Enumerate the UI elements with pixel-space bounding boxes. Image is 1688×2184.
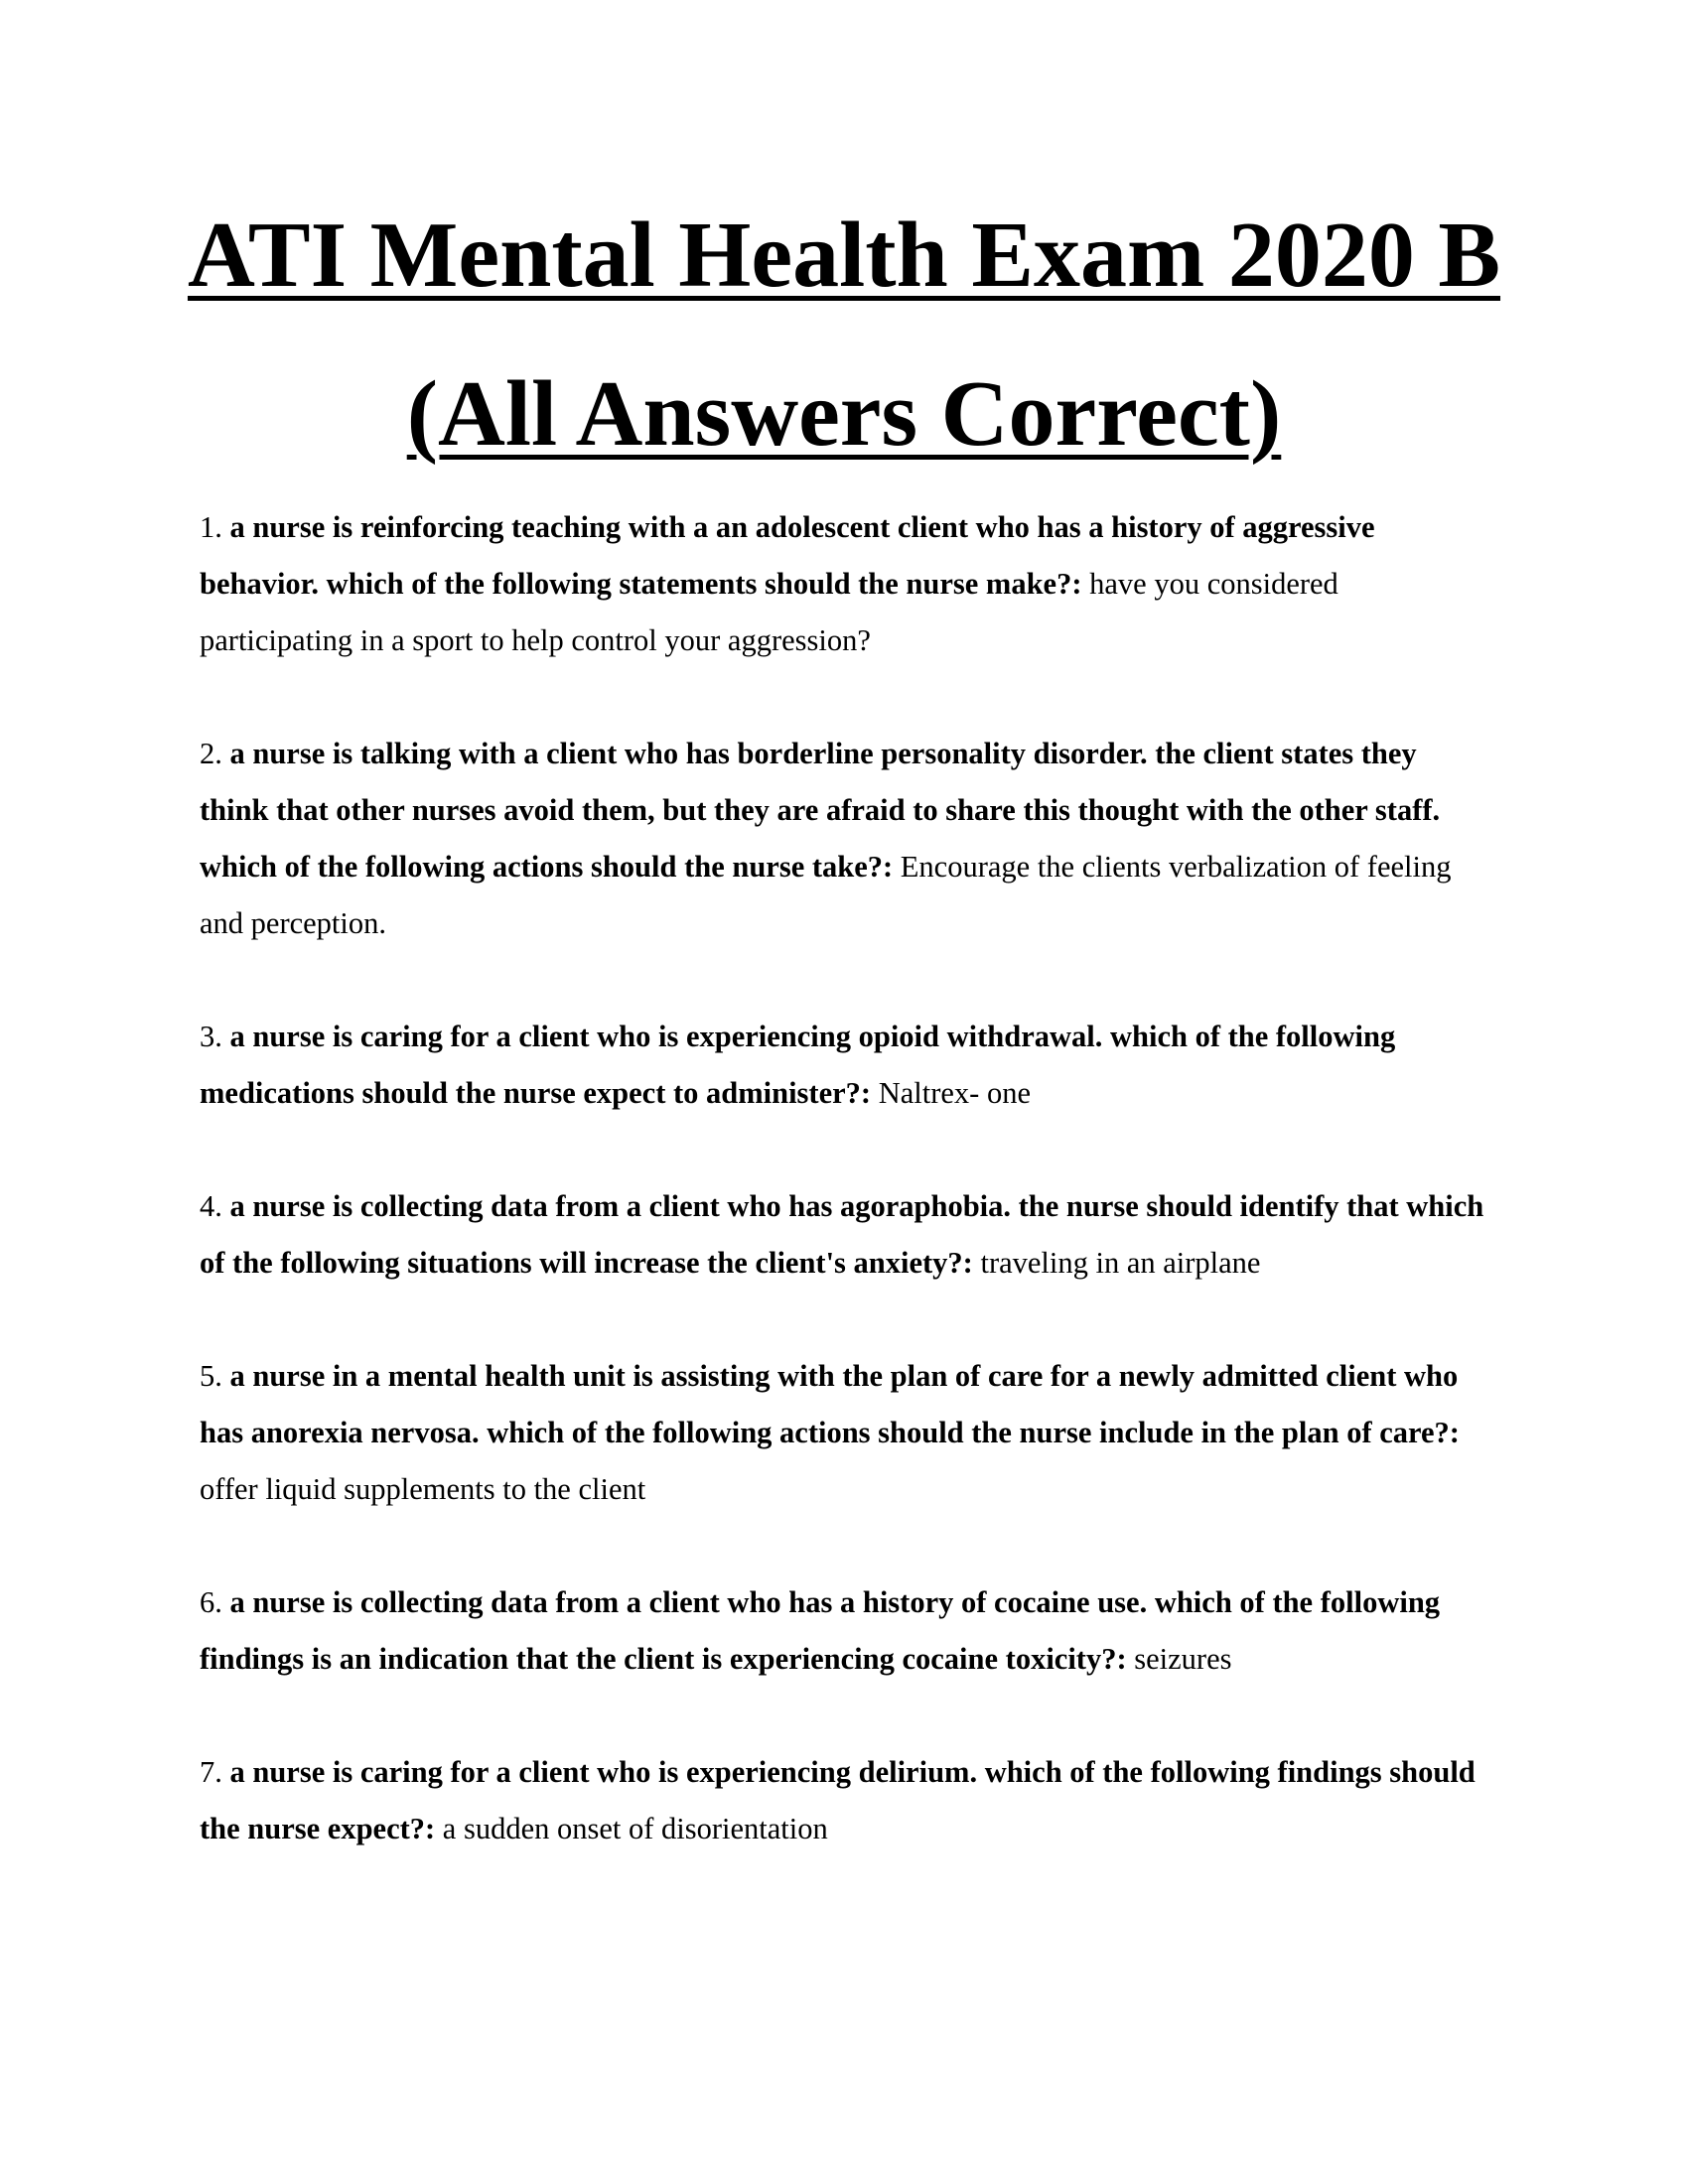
question-item xyxy=(200,1574,1490,1688)
document-title xyxy=(0,176,1688,493)
answer-text: have you considered participating in a sport to help control your aggression? xyxy=(200,567,1338,657)
question-number: 3. xyxy=(200,1020,222,1053)
question-item xyxy=(200,499,1490,669)
answer-text: Encourage the clients verbalization of feeling and perception. xyxy=(200,850,1452,940)
answer-text: traveling in an airplane xyxy=(980,1246,1261,1280)
question-list xyxy=(200,499,1490,1857)
question-text: a nurse in a mental health unit is assisting with the plan of care for a newly admitted client who has anorexia nervosa. which of the following actions should the nurse include in the plan of care?: xyxy=(200,1359,1460,1449)
question-item xyxy=(200,726,1490,952)
question-text: a nurse is caring for a client who is experiencing opioid withdrawal. which of the following medications should the nurse expect to administer?: xyxy=(200,1020,1396,1110)
question-number: 6. xyxy=(200,1585,222,1619)
question-text: a nurse is caring for a client who is experiencing delirium. which of the following findings should the nurse expect?: xyxy=(200,1755,1476,1845)
answer-text: offer liquid supplements to the client xyxy=(200,1472,646,1506)
question-number: 7. xyxy=(200,1755,222,1789)
question-item xyxy=(200,1348,1490,1518)
question-text: a nurse is reinforcing teaching with a an adolescent client who has a history of aggressive behavior. which of the following statements should the nurse make?: xyxy=(200,510,1375,601)
question-text: a nurse is collecting data from a client who has a history of cocaine use. which of the following findings is an indication that the client is experiencing cocaine toxicity?: xyxy=(200,1585,1441,1676)
question-text: a nurse is collecting data from a client who has agoraphobia. the nurse should identify that which of the following situations will increase the client's anxiety?: xyxy=(200,1189,1484,1280)
answer-text: Naltrex- one xyxy=(878,1076,1031,1110)
question-number: 4. xyxy=(200,1189,222,1223)
question-item xyxy=(200,1178,1490,1292)
answer-text: a sudden onset of disorientation xyxy=(442,1812,828,1845)
question-item xyxy=(200,1744,1490,1857)
question-number: 2. xyxy=(200,737,222,770)
question-item xyxy=(200,1009,1490,1122)
title-line-2: (All Answers Correct) xyxy=(406,362,1282,466)
question-number: 5. xyxy=(200,1359,222,1393)
question-text: a nurse is talking with a client who has borderline personality disorder. the client states they think that other nurses avoid them, but they are afraid to share this thought with the other staff. which of the following actions should the nurse take?: xyxy=(200,737,1441,884)
answer-text: seizures xyxy=(1134,1642,1232,1676)
title-line-1: ATI Mental Health Exam 2020 B xyxy=(187,204,1501,307)
question-number: 1. xyxy=(200,510,222,544)
